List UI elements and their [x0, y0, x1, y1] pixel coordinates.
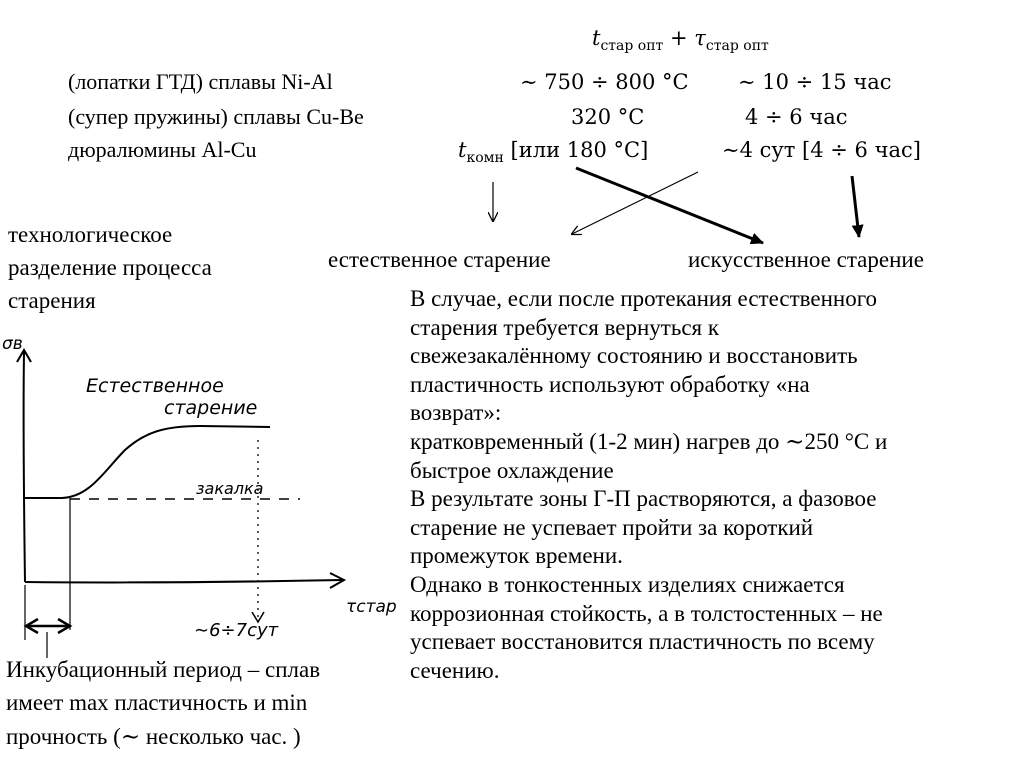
paragraph-line: свежезакалённому состоянию и восстановить: [410, 343, 858, 369]
paragraph-line: старение не успевает пройти за короткий: [410, 514, 814, 540]
alloy-time-al-cu: ∼4 сут [4 ÷ 6 час]: [722, 138, 921, 162]
t-room-symbol: t: [458, 138, 467, 162]
natural-aging-label: естественное старение: [328, 247, 551, 272]
alloy-temp-cu-be: 320 °C: [571, 105, 645, 129]
paragraph-line: коррозионная стойкость, а в толстостенных – не: [410, 600, 883, 626]
paragraph-line: В случае, если после протекания естественного: [410, 286, 878, 311]
tau-subscript: стар опт: [705, 38, 769, 55]
paragraph-line: старения требуется вернуться к: [410, 314, 720, 340]
incubation-caption-line-2: имеет max пластичность и min: [6, 690, 308, 715]
t-symbol: t: [592, 26, 601, 50]
baseline-label: закалка: [196, 479, 264, 498]
arrow-4-days-to-artificial: [852, 176, 859, 237]
paragraph-line: промежуток времени.: [410, 543, 623, 569]
paragraph-line: В результате зоны Г-П растворяются, а фазовое: [410, 486, 877, 512]
alloy-temp-ni-al: ∼ 750 ÷ 800 °C: [520, 70, 689, 94]
artificial-aging-label: искусственное старение: [688, 247, 924, 272]
tau-symbol: τ: [694, 26, 706, 50]
arrow-180-to-natural: [572, 172, 698, 234]
alloy-label-ni-al: (лопатки ГТД) сплавы Ni-Al: [68, 69, 333, 94]
paragraph-line: успевает восстановится пластичность по всему: [410, 629, 875, 655]
alloy-time-cu-be: 4 ÷ 6 час: [745, 105, 848, 129]
alloy-label-cu-be: (супер пружины) сплавы Cu-Be: [68, 104, 364, 129]
t-room-rest: [или 180 °C]: [510, 138, 649, 162]
incubation-caption-line-1: Инкубационный период – сплав: [6, 657, 321, 682]
left-caption-line-1: технологическое: [8, 222, 173, 247]
paragraph-line: пластичность используют обработку «на: [410, 371, 810, 397]
paragraph-line: кратковременный (1-2 мин) нагрев до ∼250 °C и: [410, 428, 888, 454]
paragraph-line: Однако в тонкостенных изделиях снижается: [410, 571, 845, 597]
x-axis: [25, 580, 342, 582]
time-mark-label: ∼6÷7сут: [194, 620, 279, 641]
paragraph-line: быстрое охлаждение: [410, 457, 614, 483]
arrow-room-to-artificial: [576, 168, 763, 243]
y-axis: [24, 352, 25, 582]
y-axis-label: σв: [2, 334, 23, 354]
t-room-subscript: комн: [466, 150, 504, 167]
paragraph-line: возврат»:: [410, 400, 502, 426]
alloy-time-ni-al: ∼ 10 ÷ 15 час: [738, 70, 892, 94]
x-axis-label: τстар: [346, 597, 397, 617]
paragraph-line: сечению.: [410, 657, 500, 683]
curve-label-line-2: старение: [164, 397, 258, 419]
alloy-label-al-cu: дюралюмины Al-Cu: [68, 137, 257, 162]
plus-sign: +: [670, 26, 688, 50]
curve-label-line-1: Естественное: [86, 375, 224, 397]
incubation-caption-line-3: прочность (∼ несколько час. ): [6, 724, 301, 749]
t-subscript: стар опт: [600, 38, 664, 55]
left-caption-line-2: разделение процесса: [8, 255, 212, 280]
left-caption-line-3: старения: [8, 288, 96, 313]
